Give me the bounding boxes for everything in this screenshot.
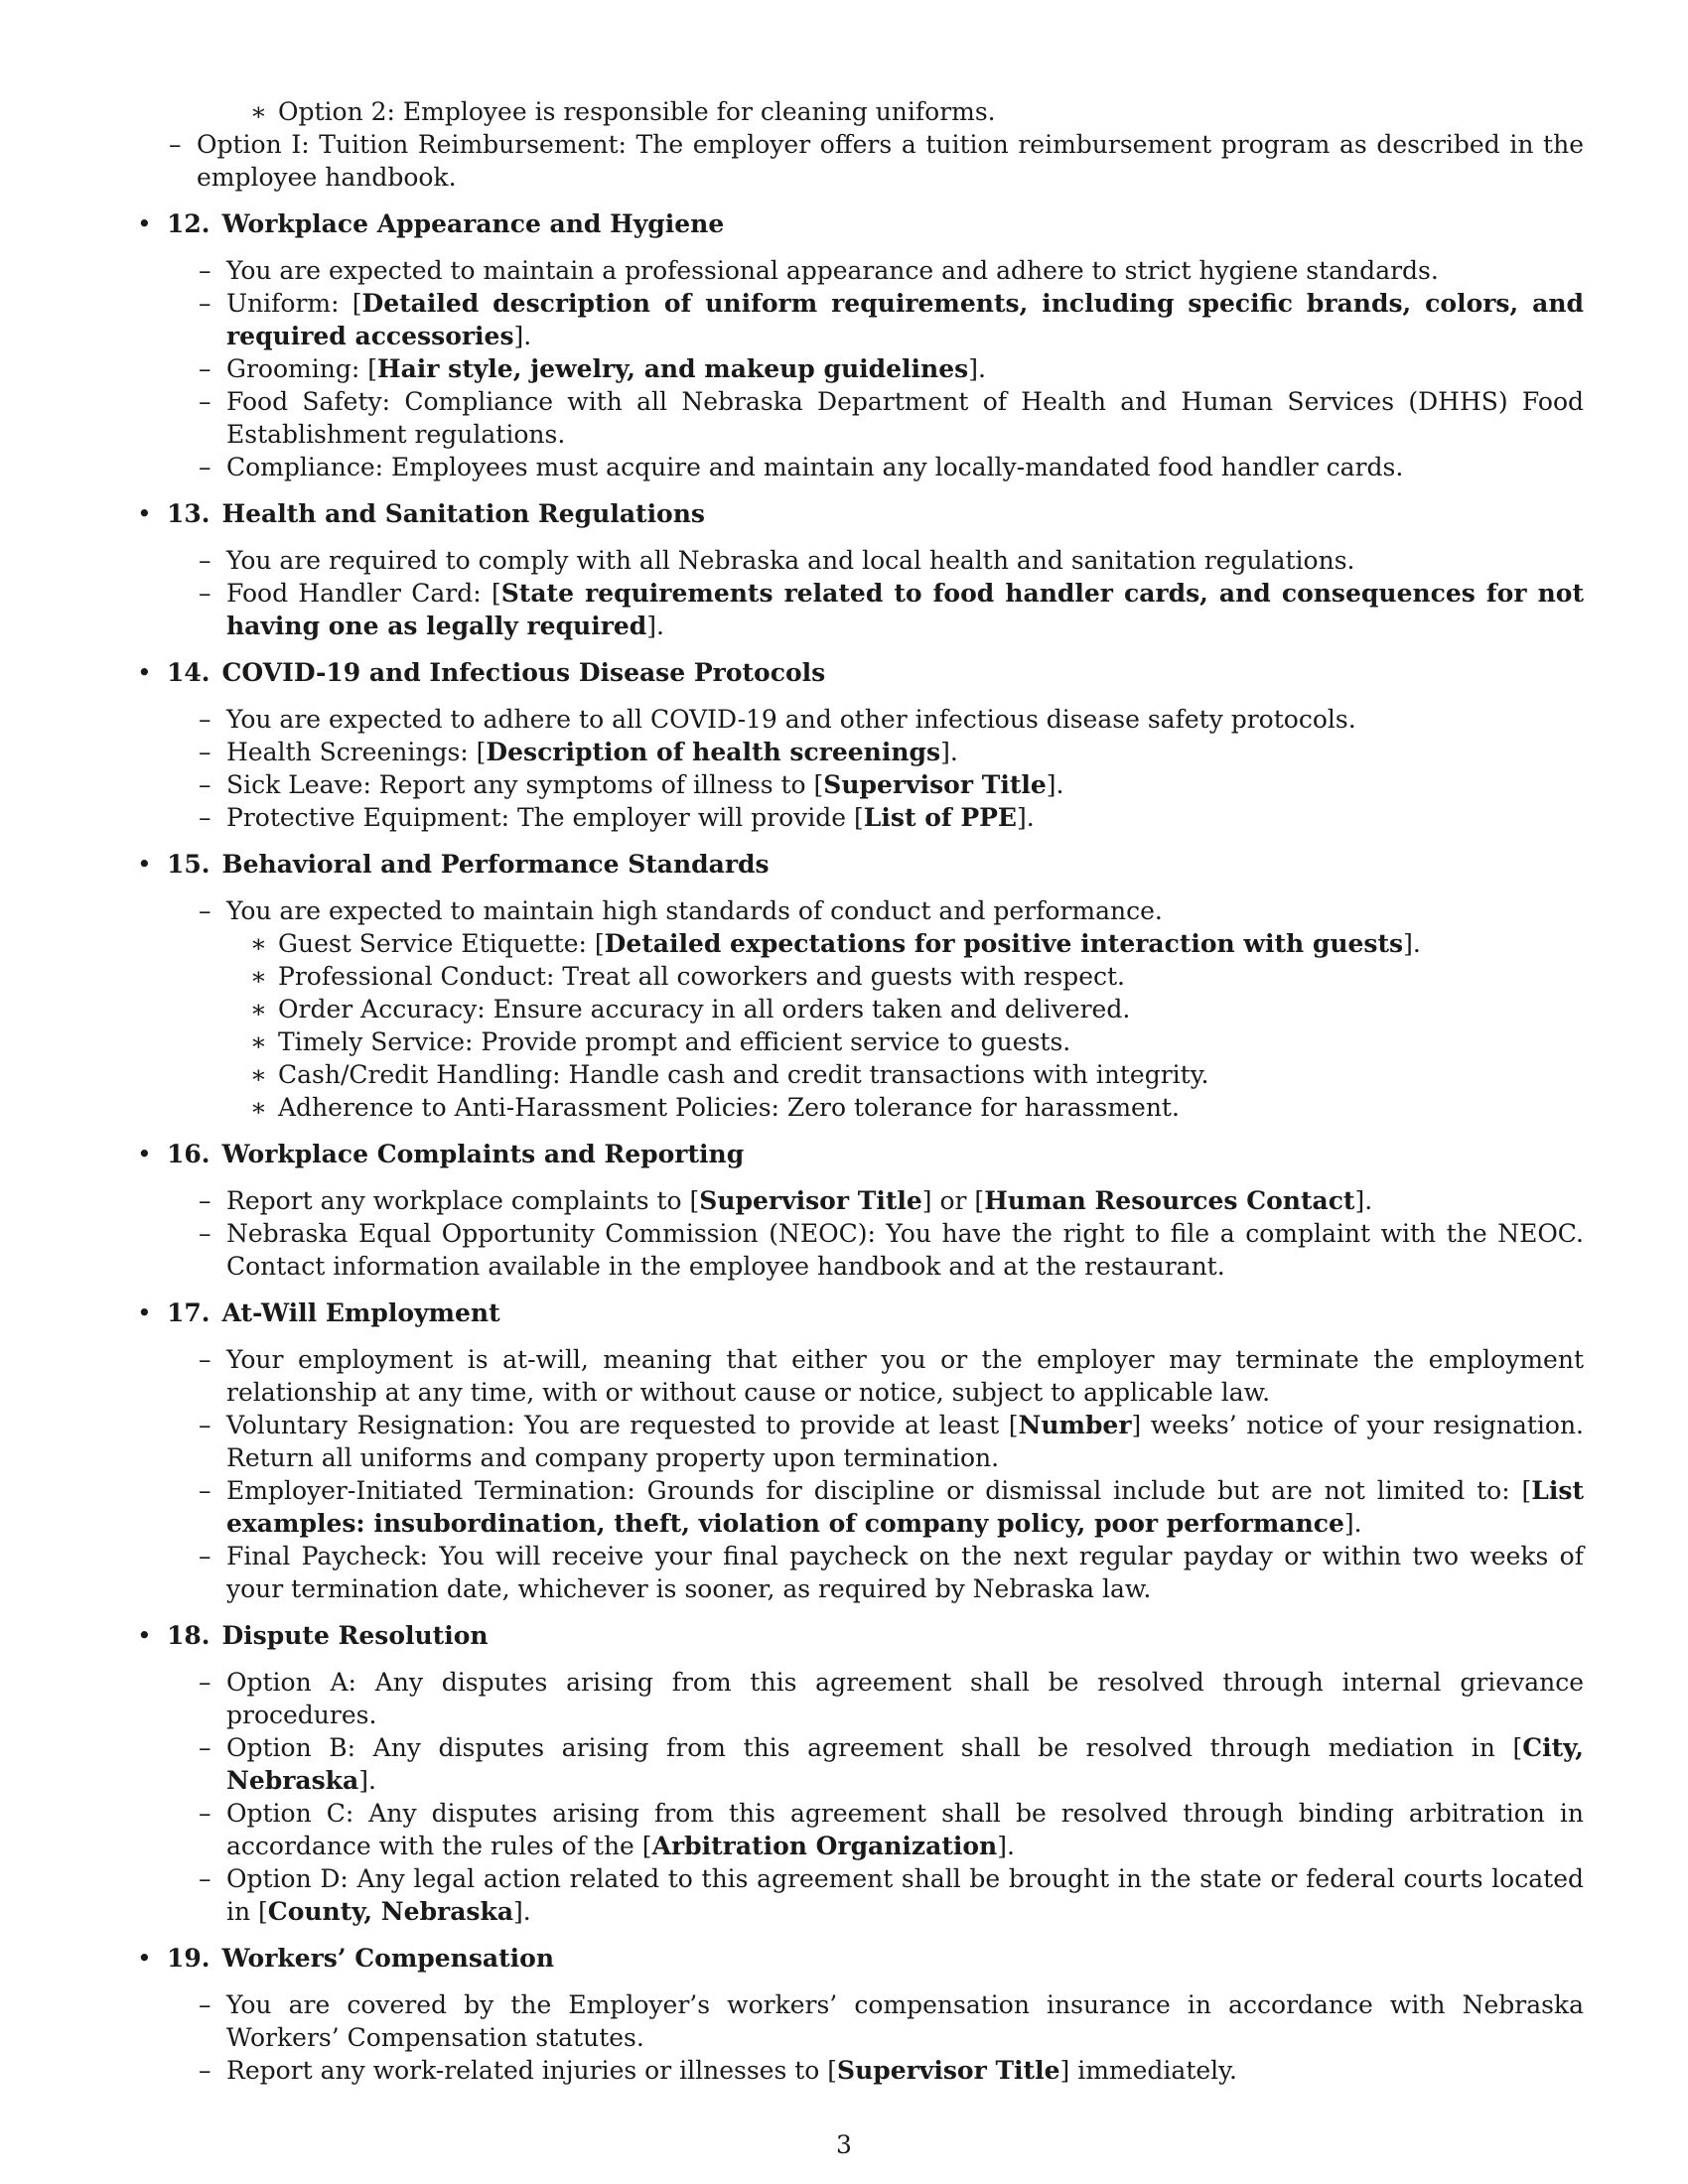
placeholder-text: Hair style, jewelry, and makeup guidelines: [376, 354, 969, 383]
placeholder-text: List examples: insubordination, theft, violation of company policy, poor performance: [226, 1476, 1584, 1538]
body-text: ].: [513, 322, 532, 350]
body-text: Protective Equipment: The employer will provide [: [226, 803, 864, 832]
list-item: [226, 1217, 1584, 1283]
section-number: 18.: [167, 1621, 211, 1650]
body-text: You are covered by the Employer’s workers’ compensation insurance in accordance with Nebraska Workers’ Compensation statutes.: [226, 1990, 1584, 2052]
section-title: Dispute Resolution: [221, 1621, 489, 1650]
body-text: ].: [513, 1897, 531, 1926]
body-text: ].: [1016, 803, 1035, 832]
body-text: ].: [1403, 929, 1421, 958]
section-number: 16.: [167, 1140, 211, 1168]
body-text: Guest Service Etiquette: [: [278, 929, 605, 958]
section-title: Workers’ Compensation: [221, 1944, 555, 1973]
body-text: Professional Conduct: Treat all coworkers and guests with respect.: [278, 962, 1125, 991]
section-heading: [167, 207, 1584, 240]
section-title: At-Will Employment: [221, 1298, 500, 1327]
list-item: [226, 894, 1584, 1124]
page-number: 3: [836, 2130, 852, 2159]
section-heading: [167, 497, 1584, 530]
placeholder-text: Supervisor Title: [823, 770, 1047, 799]
body-text: Option A: Any disputes arising from this agreement shall be resolved through internal grievance procedures.: [226, 1668, 1584, 1729]
continued-list: [137, 95, 1584, 194]
section-items: [167, 254, 1584, 483]
section-15: [137, 848, 1584, 1124]
sub-list-item: [278, 993, 1584, 1025]
placeholder-text: Detailed expectations for positive interaction with guests: [604, 929, 1404, 958]
body-text: Your employment is at-will, meaning that either you or the employer may terminate the employment relationship at any time, with or without cause or notice, subject to applicable law.: [226, 1345, 1584, 1407]
section-number: 13.: [167, 499, 211, 528]
list-item: [226, 577, 1584, 642]
body-text: Option B: Any disputes arising from this agreement shall be resolved through mediation in [: [226, 1733, 1523, 1762]
body-text: Sick Leave: Report any symptoms of illness to [: [226, 770, 824, 799]
body-text: ].: [968, 354, 986, 383]
body-text: ].: [358, 1766, 376, 1795]
section-number: 14.: [167, 658, 211, 687]
section-number: 17.: [167, 1298, 211, 1327]
list-item: [226, 1988, 1584, 2054]
continued-subitems: [226, 95, 1584, 128]
body-text: Food Safety: Compliance with all Nebraska Department of Health and Human Services (DHHS) Food Establishment regulations.: [226, 387, 1584, 449]
list-item: [226, 801, 1584, 834]
body-text: Report any work-related injuries or illnesses to [: [226, 2056, 838, 2085]
body-text: Cash/Credit Handling: Handle cash and credit transactions with integrity.: [278, 1060, 1209, 1089]
body-text: ].: [1354, 1186, 1373, 1215]
list-item: [226, 1540, 1584, 1605]
section-heading: [167, 848, 1584, 881]
section-number: 15.: [167, 850, 211, 879]
section-19: [137, 1942, 1584, 2087]
section-heading: [167, 1619, 1584, 1652]
section-number: 12.: [167, 209, 211, 238]
section-title: Workplace Appearance and Hygiene: [221, 209, 725, 238]
placeholder-text: List of PPE: [863, 803, 1017, 832]
body-text: ].: [1343, 1509, 1362, 1538]
body-text: You are expected to maintain a professional appearance and adhere to strict hygiene standards.: [226, 256, 1439, 285]
sub-list-item: [278, 1025, 1584, 1058]
section-heading: [167, 656, 1584, 689]
placeholder-text: Human Resources Contact: [984, 1186, 1355, 1215]
body-text: Employer-Initiated Termination: Grounds for discipline or dismissal include but are not limited to: [: [226, 1476, 1532, 1505]
body-text: Voluntary Resignation: You are requested to provide at least [: [226, 1411, 1019, 1439]
section-16: [137, 1138, 1584, 1283]
section-list: [137, 207, 1584, 2087]
list-item: [226, 1797, 1584, 1862]
list-item: [226, 1474, 1584, 1540]
section-14: [137, 656, 1584, 834]
sub-list-item: [278, 960, 1584, 993]
placeholder-text: Description of health screenings: [486, 738, 941, 766]
section-items: [167, 544, 1584, 642]
list-item: [226, 703, 1584, 736]
section-items: [167, 1343, 1584, 1605]
section-12: [137, 207, 1584, 483]
section-number: 19.: [167, 1944, 211, 1973]
list-item: [226, 2054, 1584, 2087]
list-item: [226, 736, 1584, 768]
body-text: Nebraska Equal Opportunity Commission (NEOC): You have the right to file a complaint with the NEOC. Contact information available in the employee handbook and at the restaurant.: [226, 1219, 1584, 1281]
list-item: [226, 287, 1584, 352]
body-text: ].: [940, 738, 958, 766]
list-item: [226, 1343, 1584, 1409]
body-text: Health Screenings: [: [226, 738, 487, 766]
body-text: You are required to comply with all Nebraska and local health and sanitation regulations.: [226, 546, 1355, 575]
list-item: [226, 254, 1584, 287]
section-heading: [167, 1297, 1584, 1329]
placeholder-text: Number: [1018, 1411, 1132, 1439]
section-items: [167, 894, 1584, 1124]
section-title: Health and Sanitation Regulations: [221, 499, 705, 528]
body-text: Adherence to Anti-Harassment Policies: Zero tolerance for harassment.: [278, 1093, 1180, 1122]
placeholder-text: Supervisor Title: [837, 2056, 1060, 2085]
placeholder-text: City, Nebraska: [226, 1733, 1584, 1795]
section-heading: [167, 1138, 1584, 1170]
continued-subitem: ∗ Option 2: Employee is responsible for cleaning uniforms.: [278, 95, 1584, 128]
body-text: Uniform: [: [226, 289, 362, 318]
body-text: Timely Service: Provide prompt and efficient service to guests.: [278, 1027, 1071, 1056]
list-item: [226, 1731, 1584, 1797]
list-item: [226, 544, 1584, 577]
body-text: You are expected to maintain high standards of conduct and performance.: [226, 896, 1163, 925]
placeholder-text: State requirements related to food handler cards, and consequences for not having one as legally required: [226, 579, 1584, 640]
list-item: [226, 352, 1584, 385]
body-text: ].: [646, 612, 664, 640]
placeholder-text: Supervisor Title: [699, 1186, 922, 1215]
section-items: [167, 1666, 1584, 1928]
list-item: [226, 385, 1584, 451]
section-items: [167, 1988, 1584, 2087]
section-title: Behavioral and Performance Standards: [221, 850, 770, 879]
placeholder-text: County, Nebraska: [267, 1897, 514, 1926]
placeholder-text: Arbitration Organization: [651, 1832, 998, 1860]
section-title: COVID-19 and Infectious Disease Protocols: [221, 658, 826, 687]
continued-item: – Option I: Tuition Reimbursement: The employer offers a tuition reimbursement program as described in the employee handbook.: [197, 128, 1584, 194]
sub-list-item: [278, 1091, 1584, 1124]
section-title: Workplace Complaints and Reporting: [221, 1140, 745, 1168]
body-text: Grooming: [: [226, 354, 377, 383]
list-item: [226, 1862, 1584, 1928]
section-17: [137, 1297, 1584, 1605]
document-body: [137, 95, 1584, 2087]
continued-items: [137, 128, 1584, 194]
list-item: [226, 451, 1584, 483]
section-13: [137, 497, 1584, 642]
body-text: Report any workplace complaints to [: [226, 1186, 700, 1215]
body-text: Food Handler Card: [: [226, 579, 501, 608]
body-text: ].: [997, 1832, 1015, 1860]
section-items: [167, 1184, 1584, 1283]
body-text: Final Paycheck: You will receive your final paycheck on the next regular payday or within two weeks of your termination date, whichever is sooner, as required by Nebraska law.: [226, 1542, 1584, 1603]
section-heading: [167, 1942, 1584, 1975]
body-text: Option D: Any legal action related to this agreement shall be brought in the state or federal courts located in [: [226, 1864, 1584, 1926]
list-item: [226, 768, 1584, 801]
body-text: ] immediately.: [1059, 2056, 1237, 2085]
body-text: ].: [1046, 770, 1064, 799]
body-text: Option C: Any disputes arising from this agreement shall be resolved through binding arbitration in accordance with the rules of the [: [226, 1799, 1584, 1860]
sub-list: [226, 927, 1584, 1124]
sub-list-item: [278, 1058, 1584, 1091]
list-item: [226, 1666, 1584, 1731]
section-items: [167, 703, 1584, 834]
list-item: [226, 1184, 1584, 1217]
body-text: You are expected to adhere to all COVID-19 and other infectious disease safety protocols.: [226, 705, 1356, 734]
body-text: Order Accuracy: Ensure accuracy in all orders taken and delivered.: [278, 995, 1131, 1024]
sub-list-item: [278, 927, 1584, 960]
placeholder-text: Detailed description of uniform requirements, including specific brands, colors, and required accessories: [226, 289, 1585, 350]
body-text: ] weeks’ notice of your resignation. Return all uniforms and company property upon termination.: [226, 1411, 1584, 1472]
body-text: ] or [: [921, 1186, 985, 1215]
list-item: [226, 1409, 1584, 1474]
section-18: [137, 1619, 1584, 1928]
body-text: Compliance: Employees must acquire and maintain any locally-mandated food handler cards.: [226, 453, 1404, 481]
